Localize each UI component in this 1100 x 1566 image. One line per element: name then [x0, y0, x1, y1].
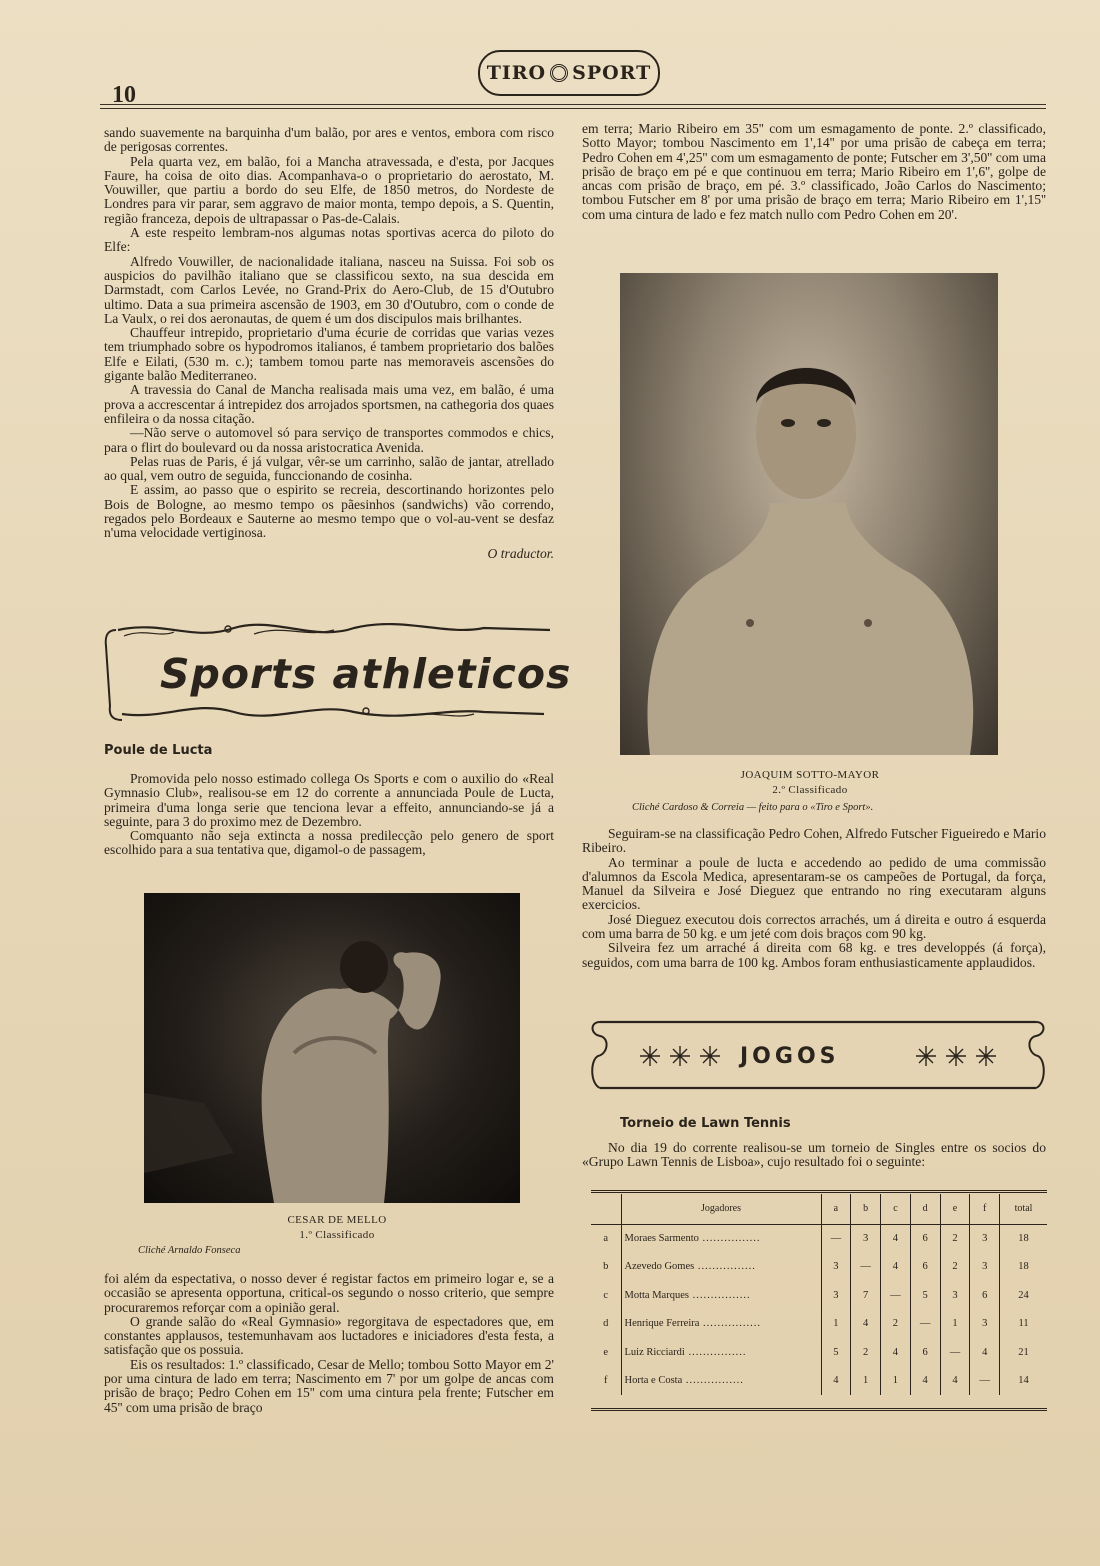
paragraph: Pela quarta vez, em balão, foi a Mancha atravessada, e d'esta, por Jacques Faure, ha coisa de oito dias. Acompanhava-o o proprietario do aerostato, M. Vouwiller, que partiu a bordo do seu Elfe, de 1850 metros, do Nordeste de Londres para vir parar, sem aggravo de maior monta, tempo depois, a S. Quentin, região franceza, depois de ultrapassar o Pas-de-Calais. — [104, 153, 554, 226]
table-header: b — [851, 1194, 881, 1224]
table-cell: 4 — [851, 1310, 881, 1339]
paragraph: José Dieguez executou dois correctos arrachés, um á direita e outro á esquerda com uma barra de 50 kg. e um jeté com dois braços com 90 kg. — [582, 911, 1046, 942]
paragraph: No dia 19 do corrente realisou-se um torneio de Singles entre os socios do «Grupo Lawn Tennis de Lisboa», cujo resultado foi o seguinte: — [582, 1140, 1046, 1170]
table-cell: — — [821, 1224, 851, 1253]
table-header: a — [821, 1194, 851, 1224]
table-cell: 2 — [940, 1253, 970, 1282]
table-cell: 5 — [821, 1338, 851, 1367]
table-cell: 3 — [821, 1253, 851, 1282]
column-2-results-continued — [582, 122, 1046, 222]
table-cell: 2 — [881, 1310, 911, 1339]
sports-section-title: Sports athleticos — [160, 650, 572, 698]
table-row — [591, 1224, 1047, 1253]
column-1-intro — [104, 126, 554, 561]
paragraph: sando suavemente na barquinha d'um balão, por ares e ventos, embora com risco de perigosas correntes. — [104, 125, 554, 155]
table-cell: — — [881, 1281, 911, 1310]
table-cell: Horta e Costa ..... — [621, 1367, 821, 1396]
table-cell: 2 — [851, 1338, 881, 1367]
table-cell: e — [603, 1346, 609, 1358]
masthead-word-2: SPORT — [572, 62, 652, 84]
paragraph: Alfredo Vouwiller, de nacionalidade italiana, nasceu na Suissa. Foi sob os auspicios do pavilhão italiano que se classificou sexto, na sua descida em Darmstadt, com Carlos Levée, no Grand-Prix do Aero-Club, de 15 d'Outubro ultimo. Data a sua primeira ascensão de 1903, em 30 d'Outubro, com o conde de La Vaulx, o rei dos aeronautas, de quem é um dos discipulos mais brilhantes. — [104, 253, 554, 326]
table-row — [591, 1367, 1047, 1396]
photo2-place: 2.º Classificado — [772, 784, 848, 796]
page-number: 10 — [112, 82, 136, 108]
tennis-results-table — [591, 1194, 1047, 1395]
paragraph: O grande salão do «Real Gymnasio» regorgitava de espectadores que, em constantes applausos, testemunhavam aos luctadores e iniciadores d'esta festa, a satisfação que os possuia. — [104, 1313, 554, 1358]
paragraph: Eis os resultados: 1.º classificado, Cesar de Mello; tombou Sotto Mayor em 2' por uma cintura de lado em terra; Nascimento em 7' por um golpe de ancas com prisão de braço; Pedro Cohen em 15'' com uma cintura pela frente; Futscher em 45'' com uma prisão de braço — [104, 1356, 554, 1415]
paragraph: —Não serve o automovel só para serviço de transportes commodos e chics, para o flirt do boulevard ou da nossa aristocratica Avenida. — [104, 425, 554, 455]
table-cell: 6 — [910, 1224, 940, 1253]
table-cell: 4 — [881, 1338, 911, 1367]
table-cell: Luiz Ricciardi ..... — [621, 1338, 821, 1367]
table-header: d — [910, 1194, 940, 1224]
table-cell: 3 — [821, 1281, 851, 1310]
photo2-credit: Cliché Cardoso & Correia — feito para o «Tiro e Sport». — [632, 802, 874, 813]
photo1-credit: Cliché Arnaldo Fonseca — [138, 1245, 241, 1256]
table-header-row — [591, 1194, 1047, 1224]
table-header — [591, 1194, 621, 1224]
photo2-caption — [700, 768, 920, 798]
paragraph: Seguiram-se na classificação Pedro Cohen, Alfredo Futscher Figueiredo e Mario Ribeiro. — [582, 826, 1046, 856]
table-cell: 7 — [851, 1281, 881, 1310]
table-cell: 14 — [1000, 1367, 1047, 1396]
paragraph: foi além da espectativa, o nosso dever é registar factos em primeiro logar e, se a occasião se apresenta opportuna, critical-os segundo o nosso criterio, que sempre procuraremos reforçar com a opinião geral. — [104, 1271, 554, 1315]
header-rule-double — [100, 108, 1046, 109]
table-header: Jogadores — [621, 1194, 821, 1224]
table-cell: 4 — [881, 1253, 911, 1282]
table-cell: Motta Marques ..... — [621, 1281, 821, 1310]
table-cell: 5 — [910, 1281, 940, 1310]
table-cell: 1 — [940, 1310, 970, 1339]
paragraph: Promovida pelo nosso estimado collega Os Sports e com o auxilio do «Real Gymnasio Club», realisou-se em 12 do corrente a annunciada Poule de Lucta, primeira d'uma longa serie que tenciona levar a effeito, annunciando-se já a seguinte, para 3 do proximo mez de Dezembro. — [104, 771, 554, 829]
paragraph: Comquanto não seja extincta a nossa predilecção pelo genero de sport escolhido para a sua tentativa que, digamol-o de passagem, — [104, 828, 554, 858]
tennis-subheading: Torneio de Lawn Tennis — [620, 1116, 791, 1131]
jogos-section-title: JOGOS — [740, 1044, 840, 1069]
table-cell: 2 — [940, 1224, 970, 1253]
table-cell: 1 — [881, 1367, 911, 1396]
table-cell: 4 — [940, 1367, 970, 1396]
table-cell: Henrique Ferreira ..... — [621, 1310, 821, 1339]
table-cell: 1 — [851, 1367, 881, 1396]
masthead-word-1: TIRO — [486, 62, 547, 84]
table-cell: — — [851, 1253, 881, 1282]
poule-subheading: Poule de Lucta — [104, 743, 213, 758]
table-cell: — — [910, 1310, 940, 1339]
table-cell: 4 — [970, 1338, 1000, 1367]
table-header: total — [1000, 1194, 1047, 1224]
table-cell: Moraes Sarmento ..... — [621, 1224, 821, 1253]
table-cell: 6 — [910, 1253, 940, 1282]
table-cell: 18 — [1000, 1224, 1047, 1253]
table-cell: 4 — [881, 1224, 911, 1253]
paragraph: em terra; Mario Ribeiro em 35'' com um esmagamento de ponte. 2.º classificado, Sotto Mayor; tombou Nascimento em 1',14'' por uma prisão de cabeça em terra; Pedro Cohen em 4',25'' com um esmagamento de ponte; Futscher em 3',50'' com uma prisão de braço em pé e que continuou em terra; Mario Ribeiro em 1',6'', golpe de ancas com prisão de braço, em pé. 3.º classificado, João Carlos do Nascimento; tombou Futscher em 8' por uma prisão de braço em terra; Mario Ribeiro em 1',15'' com uma cintura de lado e fez match nullo com Pedro Cohen em 20'. — [582, 121, 1046, 222]
paragraph: Ao terminar a poule de lucta e accedendo ao pedido de uma commissão d'alumnos da Escola Medica, apresentaram-se os campeões de Portugal, da força, Manuel da Silveira e José Dieguez que entrando no ring executaram alguns exercicios. — [582, 854, 1046, 913]
table-cell: c — [603, 1289, 609, 1301]
paragraph: Pelas ruas de Paris, é já vulgar, vêr-se um carrinho, salão de jantar, atrellado ao qual, vem outro de seguida, funccionando de cosinha. — [104, 453, 554, 484]
photo1-place: 1.º Classificado — [299, 1229, 375, 1241]
table-cell: Azevedo Gomes ..... — [621, 1253, 821, 1282]
table-cell: 4 — [910, 1367, 940, 1396]
table-cell: 6 — [970, 1281, 1000, 1310]
paragraph: Silveira fez um arraché á direita com 68 kg. e tres developpés (á força), seguidos, com uma barra de 100 kg. Ambos foram enthusiasticamente applaudidos. — [582, 940, 1046, 970]
paragraph: A travessia do Canal de Mancha realisada mais uma vez, em balão, é uma prova a accrescentar á intrepidez dos arrojados sportsmen, na cathegoria dos quaes enfileira o da nossa citação. — [104, 382, 554, 426]
table-cell: 3 — [970, 1253, 1000, 1282]
column-1-poule — [104, 772, 554, 858]
table-cell: 4 — [821, 1367, 851, 1396]
paragraph: Chauffeur intrepido, proprietario d'uma écurie de corridas que varias vezes tem triumphado sobre os hypodromos italianos, é tambem proprietario dos balões Elfe e Eilati, (530 m. c.); tambem tomou parte nas memoraveis ascensões do gigante balão Mediterraneo. — [104, 325, 554, 384]
table-cell: 1 — [821, 1310, 851, 1339]
column-1-results — [104, 1272, 554, 1415]
table-header: e — [940, 1194, 970, 1224]
table-cell: 24 — [1000, 1281, 1047, 1310]
paragraph: A este respeito lembram-nos algumas notas sportivas acerca do piloto do Elfe: — [104, 225, 554, 255]
table-cell: — — [940, 1338, 970, 1367]
table-cell: f — [604, 1375, 608, 1387]
table-cell: b — [603, 1261, 609, 1273]
table-cell: 11 — [1000, 1310, 1047, 1339]
table-row — [591, 1281, 1047, 1310]
table-cell: 3 — [970, 1310, 1000, 1339]
table-bottom-rule — [591, 1408, 1047, 1411]
table-cell: a — [603, 1233, 609, 1244]
table-top-rule — [591, 1190, 1047, 1193]
table-cell: 3 — [940, 1281, 970, 1310]
table-cell: — — [970, 1367, 1000, 1396]
column-2-tennis — [582, 1141, 1046, 1170]
table-cell: d — [603, 1318, 609, 1330]
table-cell: 3 — [851, 1224, 881, 1253]
table-header: f — [970, 1194, 1000, 1224]
target-icon — [550, 64, 568, 82]
table-row — [591, 1338, 1047, 1367]
article-signature: O traductor. — [487, 545, 554, 561]
table-cell: 6 — [910, 1338, 940, 1367]
photo-joaquim-sotto-mayor — [620, 273, 998, 755]
table-cell: 21 — [1000, 1338, 1047, 1367]
photo2-name: JOAQUIM SOTTO-MAYOR — [740, 769, 880, 781]
table-row — [591, 1310, 1047, 1339]
photo1-name: CESAR DE MELLO — [287, 1214, 387, 1226]
paragraph: E assim, ao passo que o espirito se recreia, descortinando horizontes pelo Bois de Bologne, ao mesmo tempo os pãesinhos (sandwichs) vão correndo, regados pelo Bordeaux e Sauterne ao mesmo tempo que o vol-au-vent se desfaz n'uma velocidade vertiginosa. — [104, 482, 554, 541]
table-cell: 3 — [970, 1224, 1000, 1253]
column-2-after — [582, 827, 1046, 970]
masthead-logo — [478, 50, 660, 96]
table-cell: 18 — [1000, 1253, 1047, 1282]
photo1-caption — [222, 1213, 452, 1243]
table-row — [591, 1253, 1047, 1282]
photo-cesar-de-mello — [144, 893, 520, 1203]
header-rule — [100, 104, 1046, 105]
table-header: c — [881, 1194, 911, 1224]
